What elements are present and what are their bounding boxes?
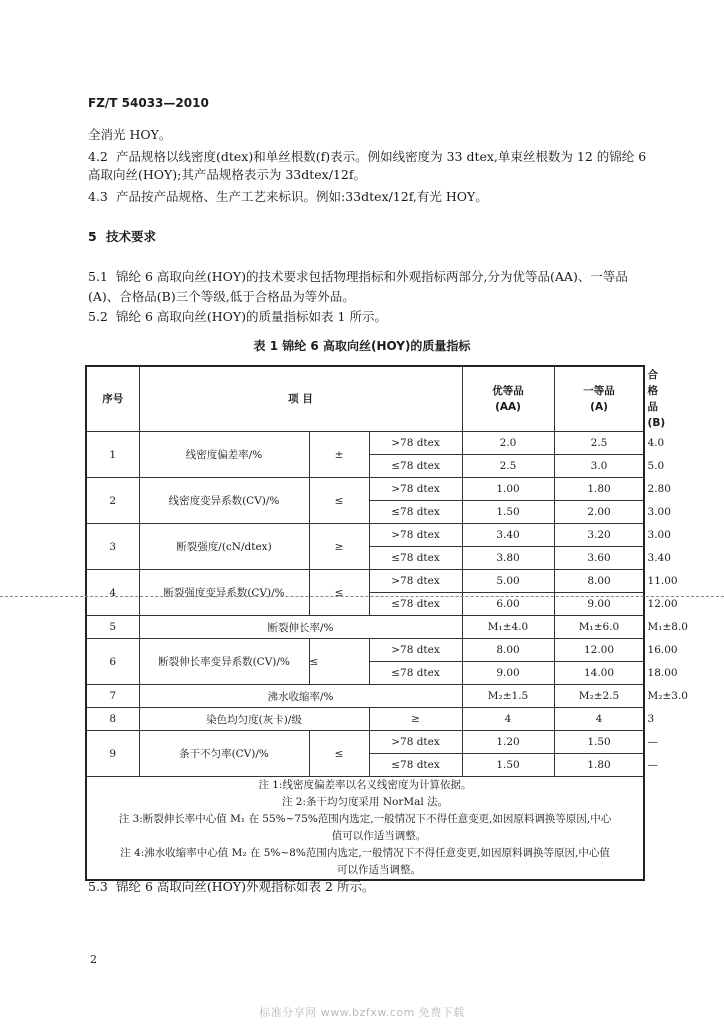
- value-aa: M₂±1.5: [462, 685, 554, 708]
- value-a: 2.00: [554, 501, 644, 524]
- row-item: 线密度偏差率/%: [139, 432, 309, 478]
- table-row: ≤78 dtex 2.5 3.0 5.0: [86, 455, 644, 478]
- value-a: 3.0: [554, 455, 644, 478]
- table-notes-row: [86, 777, 644, 881]
- header-no: 序号: [86, 366, 139, 432]
- section-5-3-text: 锦纶 6 高取向丝(HOY)外观指标如表 2 所示。: [116, 879, 375, 894]
- standard-code: FZ/T 54033—2010: [88, 96, 209, 110]
- note-3: 注 3:断裂伸长率中心值 M₁ 在 55%~75%范围内选定,一般情况下不得任意变更,如因原料调换等原因,中心: [118, 813, 612, 825]
- header-grade-a: 一等品 (A): [554, 366, 644, 432]
- value-aa: 3.40: [462, 524, 554, 547]
- value-aa: M₁±4.0: [462, 616, 554, 639]
- value-aa: 5.00: [462, 570, 554, 593]
- section-5-number: 5: [88, 229, 97, 244]
- note-1: 注 1:线密度偏差率以名义线密度为计算依据。: [258, 779, 472, 791]
- row-item: 染色均匀度(灰卡)/级: [139, 708, 369, 731]
- paragraph-continuation: 全消光 HOY。: [88, 127, 172, 142]
- row-condition: >78 dtex: [369, 731, 462, 754]
- value-a: 3.20: [554, 524, 644, 547]
- row-number: 9: [86, 731, 139, 777]
- row-condition: ≤78 dtex: [369, 593, 462, 616]
- row-condition: ≤78 dtex: [369, 455, 462, 478]
- header-item: 项 目: [139, 366, 462, 432]
- value-aa: 8.00: [462, 639, 554, 662]
- value-aa: 1.00: [462, 478, 554, 501]
- table-row: 5 断裂伸长率/% M₁±4.0 M₁±6.0 M₁±8.0: [86, 616, 644, 639]
- row-number: 5: [86, 616, 139, 639]
- row-condition: >78 dtex: [369, 432, 462, 455]
- row-item: 断裂伸长率变异系数(CV)/%: [139, 639, 309, 685]
- table-header-row: 序号 项 目 优等品 (AA) 一等品 (A) 合格品 (B): [86, 366, 644, 432]
- section-5-1-number: 5.1: [88, 269, 108, 284]
- section-4-2-number: 4.2: [88, 149, 108, 164]
- row-condition: >78 dtex: [369, 478, 462, 501]
- section-5-2-number: 5.2: [88, 309, 108, 324]
- row-symbol: ±: [309, 432, 369, 478]
- quality-indicator-table: [85, 365, 688, 881]
- section-4-3-number: 4.3: [88, 189, 108, 204]
- value-a: 1.80: [554, 478, 644, 501]
- row-number: 3: [86, 524, 139, 570]
- value-aa: 6.00: [462, 593, 554, 616]
- table-row: 2 线密度变异系数(CV)/% ≤ >78 dtex 1.00 1.80 2.80: [86, 478, 644, 501]
- section-5-2-text: 锦纶 6 高取向丝(HOY)的质量指标如表 1 所示。: [116, 309, 387, 324]
- row-item: 断裂伸长率/%: [139, 616, 462, 639]
- value-a: 8.00: [554, 570, 644, 593]
- row-symbol: ≤: [309, 639, 369, 685]
- table-caption: 表 1 锦纶 6 高取向丝(HOY)的质量指标: [253, 339, 471, 353]
- note-3-continuation: 值可以作适当调整。: [331, 830, 427, 842]
- value-aa: 3.80: [462, 547, 554, 570]
- table-row: ≤78 dtex 3.80 3.60 3.40: [86, 547, 644, 570]
- value-aa: 1.50: [462, 501, 554, 524]
- row-symbol: ≤: [309, 478, 369, 524]
- value-a: 12.00: [554, 639, 644, 662]
- table-row: 3 断裂强度/(cN/dtex) ≥ >78 dtex 3.40 3.20 3.00: [86, 524, 644, 547]
- section-4-2-line1: 产品规格以线密度(dtex)和单丝根数(f)表示。例如线密度为 33 dtex,单束丝根数为 12 的锦纶 6: [116, 149, 647, 164]
- row-number: 2: [86, 478, 139, 524]
- table-row: ≤78 dtex 1.50 1.80 —: [86, 754, 644, 777]
- row-condition: >78 dtex: [369, 639, 462, 662]
- value-a: M₂±2.5: [554, 685, 644, 708]
- value-a: 1.80: [554, 754, 644, 777]
- watermark-footer: 标准分享网 www.bzfxw.com 免费下载: [259, 1006, 465, 1019]
- row-condition: ≤78 dtex: [369, 501, 462, 524]
- row-number: 8: [86, 708, 139, 731]
- value-aa: 2.0: [462, 432, 554, 455]
- row-number: 7: [86, 685, 139, 708]
- table-row: 7 沸水收缩率/% M₂±1.5 M₂±2.5 M₂±3.0: [86, 685, 644, 708]
- scan-fold-line: [0, 596, 724, 597]
- table-row: 6 断裂伸长率变异系数(CV)/% ≤ >78 dtex 8.00 12.00 16.00: [86, 639, 644, 662]
- row-number: 6: [86, 639, 139, 685]
- row-symbol: ≤: [309, 731, 369, 777]
- row-condition: ≤78 dtex: [369, 662, 462, 685]
- row-symbol: ≥: [309, 524, 369, 570]
- section-4-3-text: 产品按产品规格、生产工艺来标识。例如:33dtex/12f,有光 HOY。: [116, 189, 488, 204]
- value-a: M₁±6.0: [554, 616, 644, 639]
- value-a: 1.50: [554, 731, 644, 754]
- row-condition: ≤78 dtex: [369, 754, 462, 777]
- value-aa: 1.20: [462, 731, 554, 754]
- row-number: 1: [86, 432, 139, 478]
- row-condition: >78 dtex: [369, 524, 462, 547]
- value-a: 4: [554, 708, 644, 731]
- section-5-1-line1: 锦纶 6 高取向丝(HOY)的技术要求包括物理指标和外观指标两部分,分为优等品(AA)、一等品: [116, 269, 628, 284]
- row-condition: ≤78 dtex: [369, 547, 462, 570]
- row-item: 断裂强度变异系数(CV)/%: [139, 570, 309, 616]
- row-item: 条干不匀率(CV)/%: [139, 731, 309, 777]
- value-aa: 4: [462, 708, 554, 731]
- value-a: 2.5: [554, 432, 644, 455]
- section-4-2-line2: 高取向丝(HOY);其产品规格表示为 33dtex/12f。: [88, 167, 366, 182]
- table-row: 1 线密度偏差率/% ± >78 dtex 2.0 2.5 4.0: [86, 432, 644, 455]
- table-row: ≤78 dtex 1.50 2.00 3.00: [86, 501, 644, 524]
- row-condition: >78 dtex: [369, 570, 462, 593]
- table-row: ≤78 dtex 9.00 14.00 18.00: [86, 662, 644, 685]
- row-item: 线密度变异系数(CV)/%: [139, 478, 309, 524]
- value-a: 3.60: [554, 547, 644, 570]
- page-number: 2: [90, 953, 97, 966]
- section-5-1-line2: (A)、合格品(B)三个等级,低于合格品为等外品。: [88, 289, 355, 304]
- value-aa: 9.00: [462, 662, 554, 685]
- note-4-continuation: 可以作适当调整。: [337, 864, 421, 876]
- row-number: 4: [86, 570, 139, 616]
- note-4: 注 4:沸水收缩率中心值 M₂ 在 5%~8%范围内选定,一般情况下不得任意变更,如因原料调换等原因,中心值: [120, 847, 610, 859]
- section-5-3-number: 5.3: [88, 879, 108, 894]
- value-aa: 1.50: [462, 754, 554, 777]
- row-item: 断裂强度/(cN/dtex): [139, 524, 309, 570]
- value-aa: 2.5: [462, 455, 554, 478]
- section-5-title: 技术要求: [106, 229, 157, 244]
- value-a: 14.00: [554, 662, 644, 685]
- table-row: 9 条干不匀率(CV)/% ≤ >78 dtex 1.20 1.50 —: [86, 731, 644, 754]
- row-item: 沸水收缩率/%: [139, 685, 462, 708]
- row-symbol: ≥: [369, 708, 462, 731]
- table-row: 8 染色均匀度(灰卡)/级 ≥ 4 4 3: [86, 708, 644, 731]
- note-2: 注 2:条干均匀度采用 NorMal 法。: [281, 796, 449, 808]
- table-row: ≤78 dtex 6.00 9.00 12.00: [86, 593, 644, 616]
- table-notes: [86, 777, 644, 881]
- table-row: 4 断裂强度变异系数(CV)/% ≤ >78 dtex 5.00 8.00 11.00: [86, 570, 644, 593]
- row-symbol: ≤: [309, 570, 369, 616]
- header-grade-aa: 优等品 (AA): [462, 366, 554, 432]
- value-a: 9.00: [554, 593, 644, 616]
